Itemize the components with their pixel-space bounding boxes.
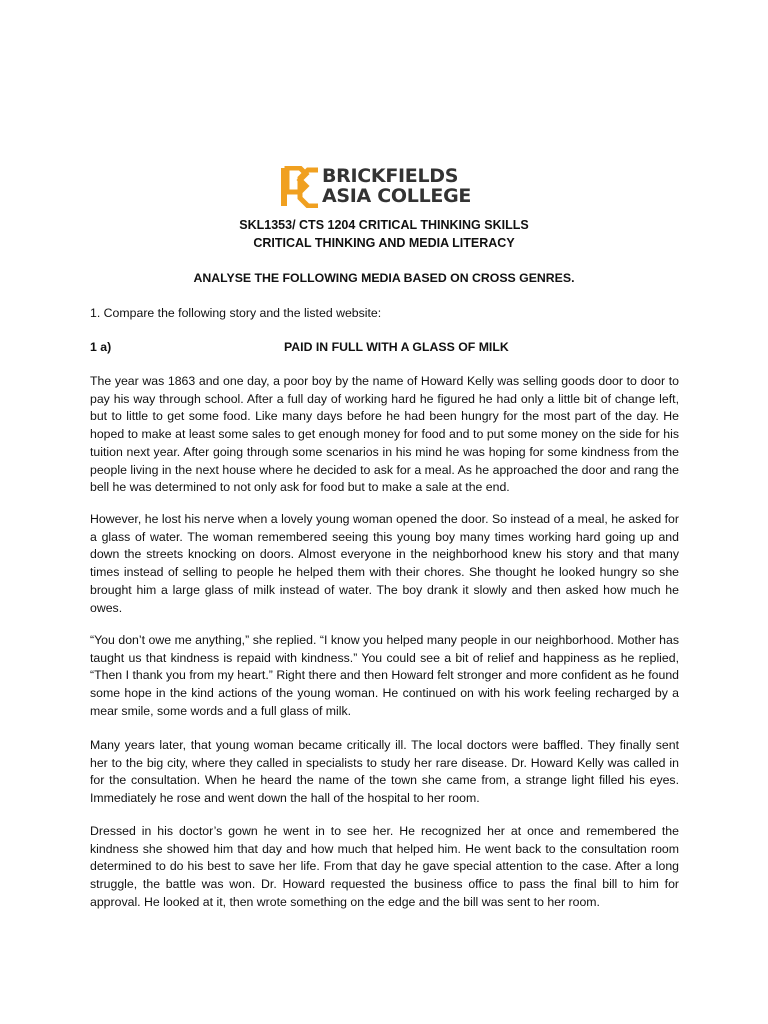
story-title: PAID IN FULL WITH A GLASS OF MILK — [284, 340, 509, 354]
logo-line-2: ASIA COLLEGE — [322, 185, 472, 207]
story-paragraph: However, he lost his nerve when a lovely young woman opened the door. So instead of a meal, he asked for a glass of water. The woman remembered seeing this young boy many times working hard going up and down the streets knocking on doors. Almost everyone in the neighborhood knew his story and that many times instead of selling to people he helped them with their chores. She thought he looked hungry so she brought him a large glass of milk instead of water. The boy drank it slowly and then asked how much he owes. — [90, 512, 679, 615]
story-paragraph: Many years later, that young woman became critically ill. The local doctors were baffled. They finally sent her to the big city, where they called in specialists to study her rare disease. Dr. Howard Kelly was called in for the consultation. When he heard the name of the town she came from, a strange light filled his eyes. Immediately he rose and went down the hall of the hospital to her room. — [90, 738, 679, 806]
story-paragraph: Dressed in his doctor’s gown he went in to see her. He recognized her at once and remembered the kindness she showed him that day and how much that helped him. He went back to the consultation room determined to do his best to save her life. From that day he gave special attention to the case. After a long struggle, the battle was won. Dr. Howard requested the business office to pass the final bill to him for approval. He looked at it, then wrote something on the edge and the bill was sent to her room. — [90, 824, 679, 909]
question-text: 1. Compare the following story and the listed website: — [90, 306, 382, 320]
question-part-heading — [90, 338, 679, 356]
story-paragraph: The year was 1863 and one day, a poor boy by the name of Howard Kelly was selling goods door to door to pay his way through school. After a full day of working hard he figured he had only a little bit of change left, but to little to get some food. Like many days before he had been hungry for the most part of the day. He hoped to make at least some sales to get enough money for food and to put some money on the side for his tuition next year. After going through some scenarios in his mind he was hoping for some kindness from the people living in the next house where he decided to ask for a meal. As he approached the door and rang the bell he was determined to not only ask for food but to make a sale at the end. — [90, 374, 679, 495]
instruction-heading: ANALYSE THE FOLLOWING MEDIA BASED ON CROSS GENRES. — [193, 271, 575, 285]
course-subtitle: CRITICAL THINKING AND MEDIA LITERACY — [253, 236, 515, 250]
college-logo-icon — [280, 166, 320, 208]
logo-line-1: BRICKFIELDS — [322, 165, 459, 187]
course-code: SKL1353/ CTS 1204 CRITICAL THINKING SKILLS — [239, 218, 529, 232]
part-number: 1 a) — [90, 340, 112, 354]
college-logo — [280, 166, 490, 210]
story-paragraph: “You don’t owe me anything,” she replied. “I know you helped many people in our neighborhood. Mother has taught us that kindness is repaid with kindness.” You could see a bit of relief and happiness as he replied, “Then I thank you from my heart.” Right there and then Howard felt stronger and more confident as he found some hope in the kind actions of the young woman. He continued on with his work feeling recharged by a mear smile, some words and a full glass of milk. — [90, 633, 679, 718]
